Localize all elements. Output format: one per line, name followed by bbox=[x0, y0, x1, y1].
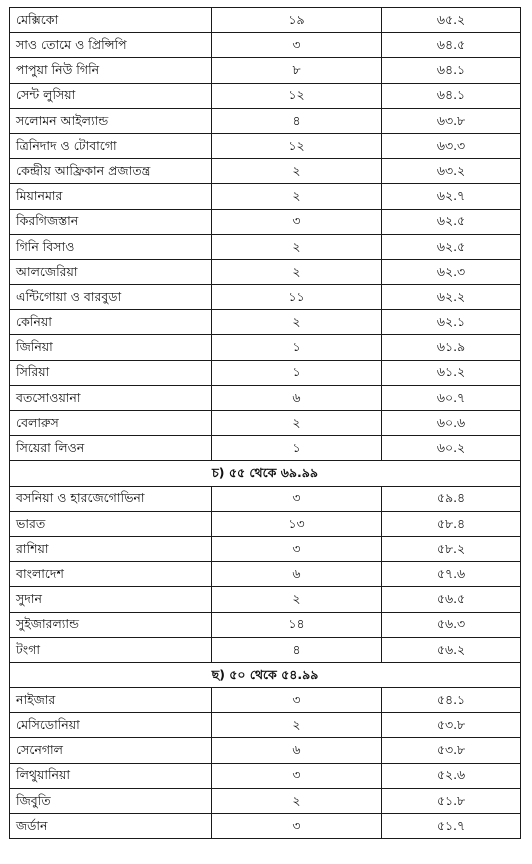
count-cell: ১ bbox=[212, 360, 382, 385]
value-cell: ৫৭.৬ bbox=[382, 562, 521, 587]
country-cell: জিবুতি bbox=[10, 788, 212, 813]
table-row bbox=[10, 612, 521, 637]
count-cell: ২ bbox=[212, 587, 382, 612]
value-cell: ৫৮.২ bbox=[382, 536, 521, 561]
country-cell: জর্ডান bbox=[10, 814, 212, 839]
value-cell: ৬৪.১ bbox=[382, 58, 521, 83]
table-row bbox=[10, 58, 521, 83]
value-cell: ৬০.৭ bbox=[382, 385, 521, 410]
table-row bbox=[10, 536, 521, 561]
table-row bbox=[10, 486, 521, 511]
table-row bbox=[10, 133, 521, 158]
count-cell: ৩ bbox=[212, 536, 382, 561]
table-row bbox=[10, 360, 521, 385]
value-cell: ৫৩.৮ bbox=[382, 738, 521, 763]
count-cell: ১৩ bbox=[212, 511, 382, 536]
table-row bbox=[10, 335, 521, 360]
table-row bbox=[10, 83, 521, 108]
value-cell: ৬৪.১ bbox=[382, 83, 521, 108]
table-row bbox=[10, 436, 521, 461]
table-row bbox=[10, 411, 521, 436]
value-cell: ৬১.৯ bbox=[382, 335, 521, 360]
country-cell: এন্টিগোয়া ও বারবুডা bbox=[10, 285, 212, 310]
table-row bbox=[10, 511, 521, 536]
value-cell: ৫৯.৪ bbox=[382, 486, 521, 511]
count-cell: ৪ bbox=[212, 108, 382, 133]
country-cell: ত্রিনিদাদ ও টোবাগো bbox=[10, 133, 212, 158]
country-cell: কিরগিজস্তান bbox=[10, 209, 212, 234]
value-cell: ৬২.৫ bbox=[382, 209, 521, 234]
value-cell: ৫২.৬ bbox=[382, 763, 521, 788]
count-cell: ১২ bbox=[212, 83, 382, 108]
count-cell: ২ bbox=[212, 159, 382, 184]
table-row bbox=[10, 738, 521, 763]
table-row bbox=[10, 108, 521, 133]
table-row bbox=[10, 310, 521, 335]
count-cell: ৩ bbox=[212, 486, 382, 511]
country-cell: মেক্সিকো bbox=[10, 8, 212, 33]
count-cell: ৮ bbox=[212, 58, 382, 83]
table-row bbox=[10, 814, 521, 839]
count-cell: ২ bbox=[212, 310, 382, 335]
country-cell: লিথুয়ানিয়া bbox=[10, 763, 212, 788]
country-cell: নাইজার bbox=[10, 688, 212, 713]
table-row bbox=[10, 788, 521, 813]
table-row bbox=[10, 285, 521, 310]
count-cell: ৩ bbox=[212, 209, 382, 234]
country-cell: ভারত bbox=[10, 511, 212, 536]
count-cell: ২ bbox=[212, 184, 382, 209]
table-row bbox=[10, 209, 521, 234]
count-cell: ১৯ bbox=[212, 8, 382, 33]
count-cell: ১ bbox=[212, 335, 382, 360]
value-cell: ৬৫.২ bbox=[382, 8, 521, 33]
ranking-table bbox=[9, 7, 521, 839]
value-cell: ৫৬.২ bbox=[382, 637, 521, 662]
table-row bbox=[10, 8, 521, 33]
table-row bbox=[10, 184, 521, 209]
table-row bbox=[10, 385, 521, 410]
count-cell: ২ bbox=[212, 259, 382, 284]
value-cell: ৬২.৩ bbox=[382, 259, 521, 284]
count-cell: ৩ bbox=[212, 814, 382, 839]
count-cell: ২ bbox=[212, 234, 382, 259]
value-cell: ৫৬.৩ bbox=[382, 612, 521, 637]
country-cell: পাপুয়া নিউ গিনি bbox=[10, 58, 212, 83]
value-cell: ৫১.৭ bbox=[382, 814, 521, 839]
country-cell: সলোমন আইল্যান্ড bbox=[10, 108, 212, 133]
table-row bbox=[10, 637, 521, 662]
country-cell: কেন্দ্রীয় আফ্রিকান প্রজাতন্ত্র bbox=[10, 159, 212, 184]
country-cell: টংগা bbox=[10, 637, 212, 662]
country-cell: সেনেগাল bbox=[10, 738, 212, 763]
value-cell: ৬৩.২ bbox=[382, 159, 521, 184]
value-cell: ৬১.২ bbox=[382, 360, 521, 385]
country-cell: বসনিয়া ও হারজেগোভিনা bbox=[10, 486, 212, 511]
count-cell: ৪ bbox=[212, 637, 382, 662]
count-cell: ১৪ bbox=[212, 612, 382, 637]
country-cell: বতসোওয়ানা bbox=[10, 385, 212, 410]
value-cell: ৫১.৮ bbox=[382, 788, 521, 813]
country-cell: বেলারুস bbox=[10, 411, 212, 436]
country-cell: রাশিয়া bbox=[10, 536, 212, 561]
value-cell: ৬২.৭ bbox=[382, 184, 521, 209]
table-row bbox=[10, 688, 521, 713]
value-cell: ৫৮.৪ bbox=[382, 511, 521, 536]
table-row bbox=[10, 763, 521, 788]
count-cell: ১২ bbox=[212, 133, 382, 158]
table-row bbox=[10, 259, 521, 284]
table-row bbox=[10, 159, 521, 184]
value-cell: ৫৬.৫ bbox=[382, 587, 521, 612]
count-cell: ৩ bbox=[212, 33, 382, 58]
value-cell: ৫৩.৮ bbox=[382, 713, 521, 738]
country-cell: গিনি বিসাও bbox=[10, 234, 212, 259]
country-cell: আলজেরিয়া bbox=[10, 259, 212, 284]
count-cell: ২ bbox=[212, 713, 382, 738]
section-heading: ছ) ৫০ থেকে ৫৪.৯৯ bbox=[10, 662, 521, 687]
country-cell: জিনিয়া bbox=[10, 335, 212, 360]
table-body bbox=[10, 8, 521, 839]
count-cell: ১১ bbox=[212, 285, 382, 310]
country-cell: মিয়ানমার bbox=[10, 184, 212, 209]
section-heading: চ) ৫৫ থেকে ৬৯.৯৯ bbox=[10, 461, 521, 486]
value-cell: ৫৪.১ bbox=[382, 688, 521, 713]
count-cell: ১ bbox=[212, 436, 382, 461]
count-cell: ৬ bbox=[212, 385, 382, 410]
table-row bbox=[10, 562, 521, 587]
table-row bbox=[10, 234, 521, 259]
country-cell: সেন্ট লুসিয়া bbox=[10, 83, 212, 108]
country-cell: সুইজারল্যান্ড bbox=[10, 612, 212, 637]
count-cell: ২ bbox=[212, 411, 382, 436]
count-cell: ৩ bbox=[212, 763, 382, 788]
table-row bbox=[10, 713, 521, 738]
value-cell: ৬২.৫ bbox=[382, 234, 521, 259]
table-row bbox=[10, 587, 521, 612]
country-cell: মেসিডোনিয়া bbox=[10, 713, 212, 738]
table-row bbox=[10, 33, 521, 58]
country-cell: কেনিয়া bbox=[10, 310, 212, 335]
country-cell: সিয়েরা লিওন bbox=[10, 436, 212, 461]
country-cell: বাংলাদেশ bbox=[10, 562, 212, 587]
country-cell: সিরিয়া bbox=[10, 360, 212, 385]
count-cell: ৬ bbox=[212, 738, 382, 763]
count-cell: ২ bbox=[212, 788, 382, 813]
value-cell: ৬৩.৩ bbox=[382, 133, 521, 158]
value-cell: ৬০.৬ bbox=[382, 411, 521, 436]
value-cell: ৬২.২ bbox=[382, 285, 521, 310]
value-cell: ৬২.১ bbox=[382, 310, 521, 335]
value-cell: ৬০.২ bbox=[382, 436, 521, 461]
value-cell: ৬৪.৫ bbox=[382, 33, 521, 58]
country-cell: সুদান bbox=[10, 587, 212, 612]
section-heading-row bbox=[10, 662, 521, 687]
country-cell: সাও তোমে ও প্রিন্সিপি bbox=[10, 33, 212, 58]
section-heading-row bbox=[10, 461, 521, 486]
count-cell: ৬ bbox=[212, 562, 382, 587]
count-cell: ৩ bbox=[212, 688, 382, 713]
value-cell: ৬৩.৮ bbox=[382, 108, 521, 133]
